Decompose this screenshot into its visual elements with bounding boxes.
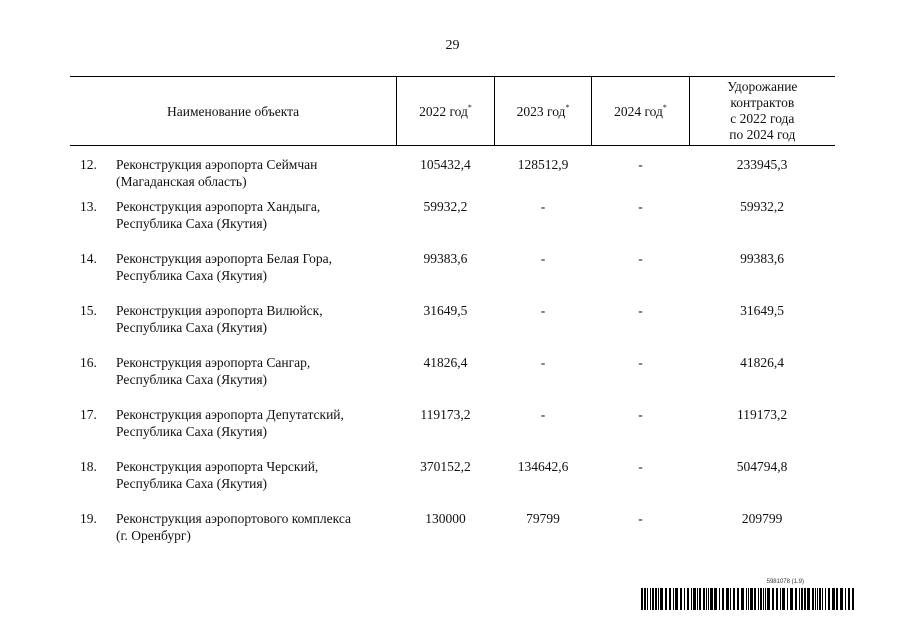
barcode-bar	[691, 588, 692, 610]
barcode-bar	[730, 588, 731, 610]
value-2023: -	[540, 303, 546, 318]
value-2022: 59932,2	[423, 199, 468, 214]
value-cost-increase: 119173,2	[737, 407, 788, 422]
barcode-bar	[790, 588, 793, 610]
barcode-bar	[697, 588, 698, 610]
barcode-bar	[660, 588, 663, 610]
barcode-bar	[669, 588, 671, 610]
barcode-bar	[767, 588, 770, 610]
header-year-2022: 2022 год*	[397, 77, 495, 146]
object-name-line: Республика Саха (Якутия)	[116, 268, 268, 283]
object-name	[116, 510, 397, 544]
value-2023: 128512,9	[517, 157, 569, 172]
object-name-line: Реконструкция аэропорта Белая Гора,	[116, 251, 332, 266]
value-cost-increase: 233945,3	[736, 157, 788, 172]
header-object-name: Наименование объекта	[70, 77, 397, 146]
object-name-line: Республика Саха (Якутия)	[116, 372, 268, 387]
value-2022: 130000	[425, 511, 466, 526]
barcode-bar	[819, 588, 821, 610]
object-cell	[70, 250, 397, 284]
barcode-bar	[758, 588, 759, 610]
barcode-bar	[852, 588, 854, 610]
barcode-bar	[737, 588, 739, 610]
header-year-2023: 2023 год*	[494, 77, 592, 146]
barcode-bar	[848, 588, 850, 610]
object-name	[116, 458, 397, 492]
barcode-bar	[714, 588, 717, 610]
value-2024: -	[638, 251, 643, 266]
object-name-line: Реконструкция аэропорта Хандыга,	[116, 199, 321, 214]
object-name-line: Республика Саха (Якутия)	[116, 476, 268, 491]
value-cost-increase: 99383,6	[740, 251, 785, 266]
barcode-bar	[807, 588, 810, 610]
barcode-bar	[750, 588, 753, 610]
barcode-bar	[719, 588, 720, 610]
barcode-bar	[733, 588, 735, 610]
object-name-line: Реконструкция аэропорта Вилюйск,	[116, 303, 323, 318]
row-number: 12.	[80, 157, 97, 172]
barcode-bar	[647, 588, 648, 610]
object-name-line: (г. Оренбург)	[116, 528, 191, 543]
header-year-2024: 2024 год*	[592, 77, 689, 146]
value-cost-increase: 504794,8	[736, 459, 788, 474]
barcode-bar	[706, 588, 707, 610]
barcode-bar	[644, 588, 646, 610]
barcode-bar	[812, 588, 814, 610]
value-2022: 119173,2	[420, 407, 471, 422]
table-row	[70, 198, 835, 250]
value-2023: -	[540, 355, 546, 370]
object-name	[116, 302, 397, 336]
barcode-bar	[763, 588, 764, 610]
header-cost-increase	[689, 77, 835, 146]
barcode-bar	[748, 588, 749, 610]
row-number: 19.	[80, 511, 97, 526]
value-2022: 31649,5	[423, 303, 468, 318]
object-cell	[70, 406, 397, 440]
object-cell	[70, 156, 397, 190]
barcode-bar	[840, 588, 843, 610]
barcode-bar	[782, 588, 785, 610]
object-name-line: Реконструкция аэропорта Сеймчан	[116, 157, 318, 172]
header-cost-increase-line: контрактов	[730, 95, 795, 110]
row-number: 16.	[80, 355, 97, 370]
barcode-bar	[665, 588, 667, 610]
object-name	[116, 156, 397, 190]
table-row	[70, 510, 835, 562]
value-2023: -	[540, 199, 546, 214]
value-cost-increase: 59932,2	[740, 199, 785, 214]
value-2024: -	[638, 303, 643, 318]
value-2023: 134642,6	[517, 459, 569, 474]
row-number: 17.	[80, 407, 97, 422]
barcode-bar	[655, 588, 657, 610]
object-name-line: Реконструкция аэропортового комплекса	[116, 511, 352, 526]
barcode-bar	[825, 588, 826, 610]
table-row	[70, 406, 835, 458]
barcode-bar	[780, 588, 781, 610]
footnote-asterisk: *	[565, 102, 570, 112]
barcode-icon	[641, 588, 856, 610]
barcode-bar	[828, 588, 830, 610]
header-cost-increase-line: Удорожание	[727, 79, 798, 94]
barcode-bar	[741, 588, 744, 610]
table-row	[70, 250, 835, 302]
row-number: 14.	[80, 251, 97, 266]
object-cell	[70, 302, 397, 336]
barcode-bar	[815, 588, 816, 610]
barcode-bar	[765, 588, 766, 610]
barcode-bar	[641, 588, 643, 610]
barcode-bar	[652, 588, 654, 610]
object-cell	[70, 458, 397, 492]
object-cell	[70, 354, 397, 388]
barcode-bar	[699, 588, 701, 610]
row-number: 15.	[80, 303, 97, 318]
barcode-bar	[760, 588, 762, 610]
footnote-asterisk: *	[467, 102, 472, 112]
value-cost-increase: 41826,4	[740, 355, 785, 370]
barcode-bar	[684, 588, 685, 610]
row-number: 18.	[80, 459, 97, 474]
object-name-line: Республика Саха (Якутия)	[116, 216, 268, 231]
value-2024: -	[638, 157, 643, 172]
barcode-bar	[658, 588, 659, 610]
barcode-bar	[776, 588, 778, 610]
table-row	[70, 146, 835, 199]
value-2024: -	[638, 355, 643, 370]
value-2022: 41826,4	[423, 355, 468, 370]
barcode-bar	[822, 588, 823, 610]
footnote-asterisk: *	[662, 102, 667, 112]
value-2023: -	[540, 407, 546, 422]
value-2024: -	[638, 199, 643, 214]
header-cost-increase-line: по 2024 год	[729, 127, 796, 142]
barcode-bar	[693, 588, 696, 610]
value-2022: 370152,2	[420, 459, 471, 474]
barcode	[641, 579, 856, 613]
object-name-line: (Магаданская область)	[116, 174, 247, 189]
value-cost-increase: 209799	[741, 511, 783, 526]
header-row	[70, 77, 835, 146]
object-name	[116, 354, 397, 388]
object-name	[116, 250, 397, 284]
contracts-table	[70, 76, 835, 562]
value-2023: 79799	[526, 511, 560, 526]
barcode-bar	[804, 588, 806, 610]
object-name-line: Реконструкция аэропорта Черский,	[116, 459, 319, 474]
object-cell	[70, 198, 397, 232]
barcode-bar	[787, 588, 788, 610]
barcode-bar	[726, 588, 729, 610]
object-cell	[70, 510, 397, 544]
object-name-line: Реконструкция аэропорта Депутатский,	[116, 407, 344, 422]
value-2022: 99383,6	[423, 251, 468, 266]
barcode-bar	[836, 588, 838, 610]
object-name-line: Республика Саха (Якутия)	[116, 320, 268, 335]
page-number: 29	[445, 38, 460, 53]
barcode-bar	[650, 588, 651, 610]
barcode-bar	[687, 588, 689, 610]
barcode-bar	[817, 588, 818, 610]
value-2022: 105432,4	[420, 157, 471, 172]
value-2024: -	[638, 407, 643, 422]
barcode-bar	[680, 588, 682, 610]
table-row	[70, 354, 835, 406]
object-name-line: Реконструкция аэропорта Сангар,	[116, 355, 311, 370]
value-2024: -	[638, 459, 643, 474]
row-number: 13.	[80, 199, 97, 214]
barcode-bar	[673, 588, 674, 610]
barcode-bar	[772, 588, 774, 610]
object-name-line: Республика Саха (Якутия)	[116, 424, 268, 439]
table-header	[70, 77, 835, 146]
object-name	[116, 406, 397, 440]
barcode-bar	[799, 588, 800, 610]
table-row	[70, 302, 835, 354]
barcode-caption: 5981078 (1.9)	[766, 579, 804, 585]
barcode-bar	[832, 588, 835, 610]
object-name	[116, 198, 397, 232]
barcode-bar	[801, 588, 803, 610]
barcode-bar	[675, 588, 678, 610]
value-2024: -	[638, 511, 643, 526]
barcode-bar	[710, 588, 713, 610]
barcode-bar	[754, 588, 756, 610]
table-body	[70, 146, 835, 563]
barcode-bar	[722, 588, 724, 610]
barcode-bar	[746, 588, 747, 610]
barcode-bar	[795, 588, 797, 610]
header-cost-increase-line: с 2022 года	[730, 111, 795, 126]
barcode-bar	[845, 588, 846, 610]
value-2023: -	[540, 251, 546, 266]
table-row	[70, 458, 835, 510]
value-cost-increase: 31649,5	[740, 303, 785, 318]
barcode-bar	[708, 588, 709, 610]
barcode-bar	[703, 588, 705, 610]
